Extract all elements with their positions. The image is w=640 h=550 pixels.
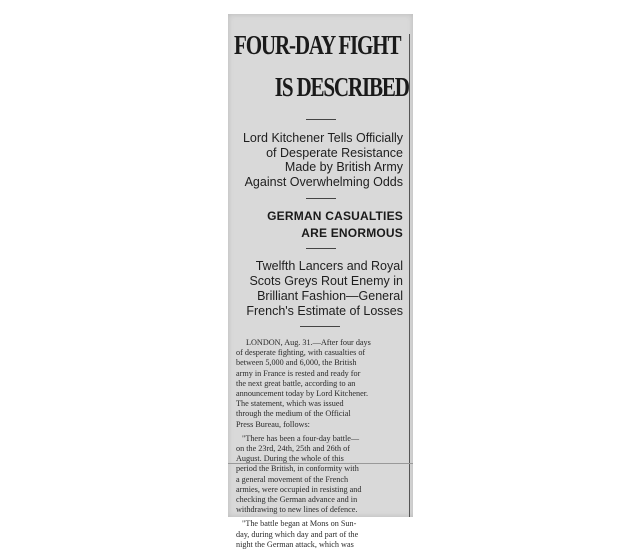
deck-line: Brilliant Fashion—General	[257, 289, 403, 303]
newspaper-clipping	[228, 14, 413, 549]
deck-2	[236, 259, 403, 319]
deck-1	[236, 131, 403, 189]
body-line: of desperate fighting, with casualties of	[236, 348, 366, 358]
body-line: withdrawing to new lines of defence.	[236, 505, 358, 515]
body-line: Press Bureau, follows:	[236, 419, 310, 429]
body-line: "There has been a four-day battle—	[242, 433, 360, 443]
body-line: checking the German advance and in	[236, 495, 358, 505]
body-line: period the British, in conformity with	[236, 464, 359, 474]
subhead-line: ARE ENORMOUS	[301, 226, 403, 240]
deck-line: Lord Kitchener Tells Officially	[242, 131, 403, 145]
fold-line	[228, 463, 413, 464]
body-line: through the medium of the Official	[236, 409, 351, 419]
deck-line: Twelfth Lancers and Royal	[255, 259, 403, 273]
paragraph	[236, 338, 405, 430]
deck-line: of Desperate Resistance	[266, 145, 403, 160]
paragraph	[236, 519, 405, 550]
article-body	[236, 338, 405, 550]
deck-line: Scots Greys Rout Enemy in	[249, 274, 403, 288]
deck-line: Made by British Army	[284, 160, 403, 174]
deck-line: French's Estimate of Losses	[246, 304, 403, 318]
headline-line-2: IS DESCRIBED	[274, 72, 409, 102]
paragraph	[236, 434, 405, 516]
deck-line: Against Overwhelming Odds	[244, 174, 403, 189]
body-line: night the German attack, which was	[236, 539, 354, 549]
divider	[306, 248, 336, 249]
body-line: the next great battle, according to an	[236, 378, 356, 388]
body-line: on the 23rd, 24th, 25th and 26th of	[236, 444, 350, 454]
body-line: LONDON, Aug. 31.—After four days	[246, 338, 371, 347]
body-line: day, during which day and part of the	[236, 529, 359, 539]
body-line: army in France is rested and ready for	[236, 368, 361, 378]
body-line: "The battle began at Mons on Sun-	[242, 519, 357, 529]
body-line: August. During the whole of this	[236, 454, 344, 464]
divider	[306, 119, 336, 120]
body-line: armies, were occupied in resisting and	[236, 484, 362, 494]
body-line: between 5,000 and 6,000, the British	[236, 358, 357, 368]
body-line: announcement today by Lord Kitchener.	[236, 389, 369, 399]
body-line: a general movement of the French	[236, 474, 349, 484]
subhead	[236, 208, 403, 242]
column-rule	[409, 34, 410, 517]
divider	[300, 326, 340, 327]
headline-line-1: FOUR-DAY FIGHT	[234, 30, 401, 60]
subhead-line: GERMAN CASUALTIES	[267, 209, 403, 223]
body-line: The statement, which was issued	[236, 399, 344, 409]
divider	[306, 198, 336, 199]
